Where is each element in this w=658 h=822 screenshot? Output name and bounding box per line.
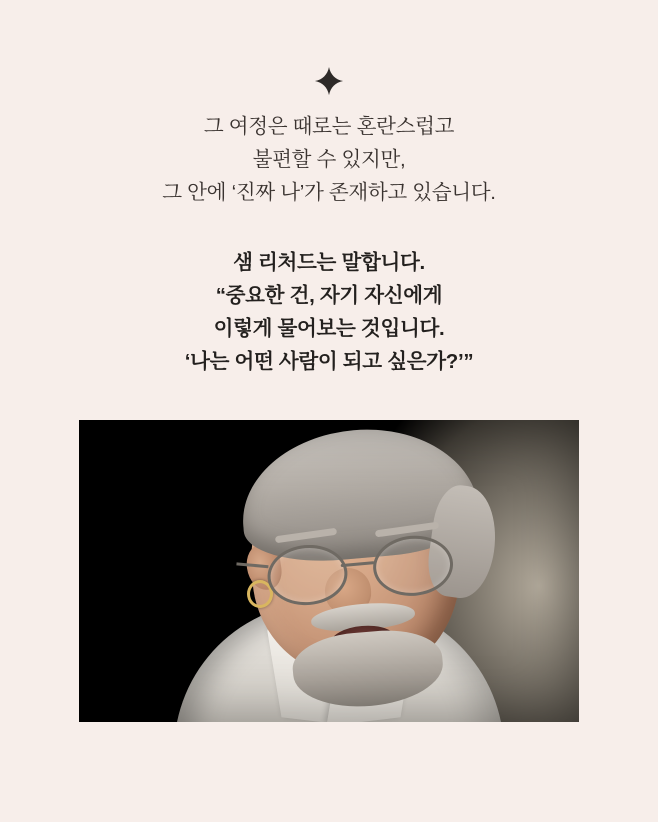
sparkle-icon xyxy=(314,66,344,96)
quote-line-3: 그 안에 ‘진짜 나’가 존재하고 있습니다. xyxy=(162,181,496,205)
speaker-line-2: “중요한 건, 자기 자신에게 xyxy=(215,283,443,307)
quote-text xyxy=(0,110,658,210)
speaker-line-4: ‘나는 어떤 사람이 되고 싶은가?’” xyxy=(184,350,474,374)
quote-line-2: 불편할 수 있지만, xyxy=(252,148,406,172)
quote-line-1: 그 여정은 때로는 혼란스럽고 xyxy=(203,115,455,138)
speaker-line-3: 이렇게 물어보는 것입니다. xyxy=(213,317,445,341)
glasses-bridge xyxy=(341,562,375,568)
speaker-portrait xyxy=(79,420,579,722)
speaker-line-1: 샘 리처드는 말합니다. xyxy=(233,250,425,274)
speaker-quote-text xyxy=(0,246,658,379)
